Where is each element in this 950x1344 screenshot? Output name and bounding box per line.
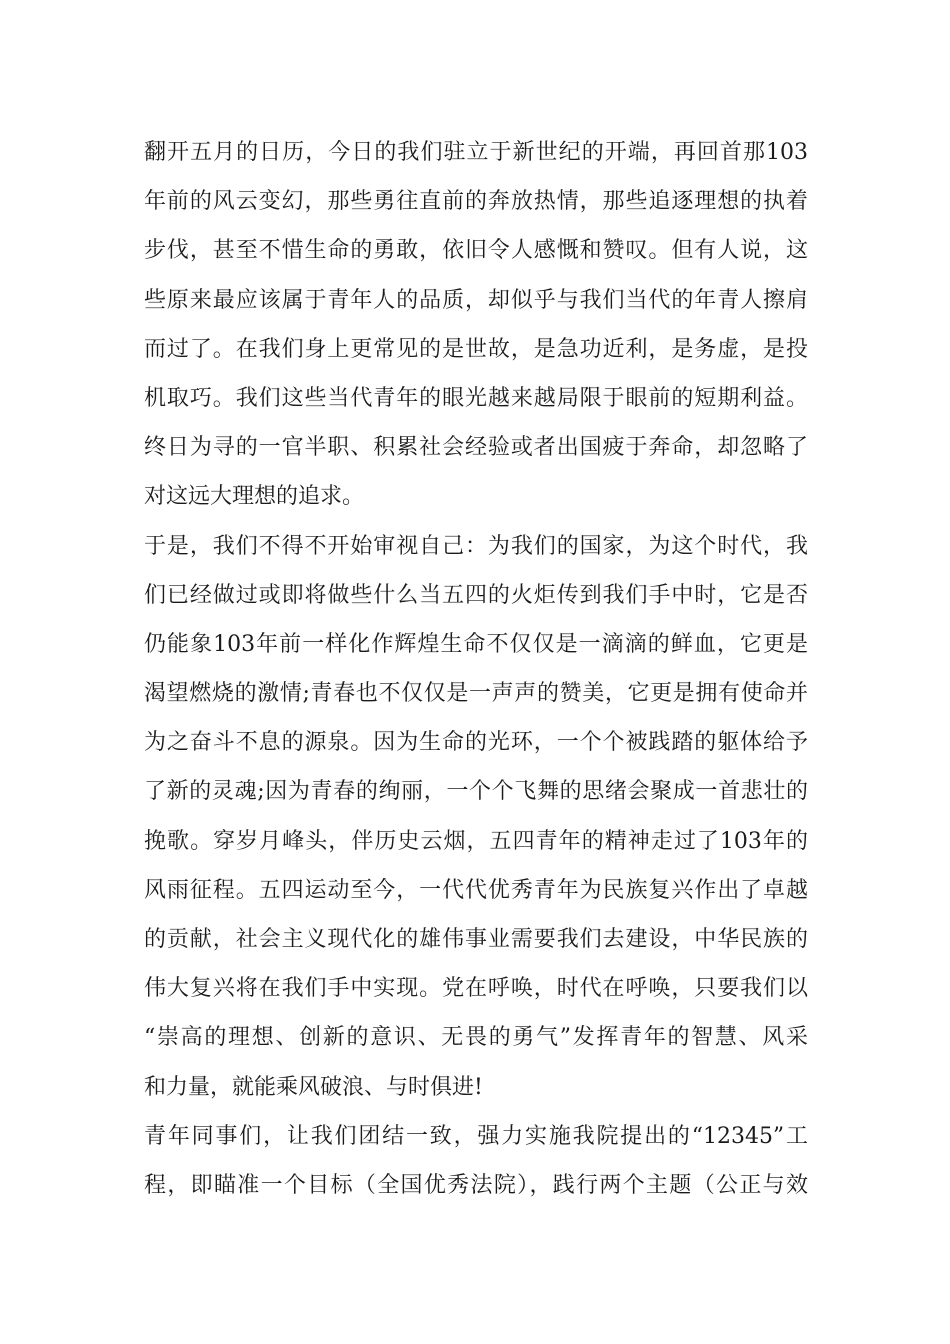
- text-line: 终日为寻的一官半职、积累社会经验或者出国疲于奔命，却忽略了: [144, 435, 808, 461]
- text-line: 和力量，就能乘风破浪、与时俱进!: [144, 1074, 483, 1100]
- text-line: 对这远大理想的追求。: [144, 484, 365, 510]
- text-line: 翻开五月的日历，今日的我们驻立于新世纪的开端，再回首那103: [144, 140, 808, 165]
- text-line: 了新的灵魂;因为青春的绚丽，一个个飞舞的思绪会聚成一首悲壮的: [144, 779, 808, 805]
- paragraph-3: [144, 1112, 808, 1210]
- text-line: 的贡献，社会主义现代化的雄伟事业需要我们去建设，中华民族的: [144, 927, 808, 952]
- document-body: [144, 128, 808, 1210]
- paragraph-2: [144, 522, 808, 1112]
- text-line: 青年同事们，让我们团结一致，强力实施我院提出的“12345”工: [144, 1123, 808, 1149]
- text-line: 伟大复兴将在我们手中实现。党在呼唤，时代在呼唤，只要我们以: [144, 976, 808, 1002]
- text-line: 年前的风云变幻，那些勇往直前的奔放热情，那些追逐理想的执着: [144, 189, 808, 215]
- text-line: 仍能象103年前一样化作辉煌生命不仅仅是一滴滴的鲜血，它更是: [144, 631, 808, 657]
- paragraph-1: [144, 128, 808, 522]
- text-line: 渴望燃烧的激情;青春也不仅仅是一声声的赞美，它更是拥有使命并: [144, 681, 808, 707]
- text-line: 挽歌。穿岁月峰头，伴历史云烟，五四青年的精神走过了103年的: [144, 828, 808, 854]
- text-line: 步伐，甚至不惜生命的勇敢，依旧令人感慨和赞叹。但有人说，这: [144, 238, 808, 264]
- text-line: 风雨征程。五四运动至今，一代代优秀青年为民族复兴作出了卓越: [144, 877, 808, 903]
- text-line: 机取巧。我们这些当代青年的眼光越来越局限于眼前的短期利益。: [144, 385, 808, 411]
- text-line: 程，即瞄准一个目标（全国优秀法院），践行两个主题（公正与效: [144, 1172, 808, 1198]
- text-line: 们已经做过或即将做些什么当五四的火炬传到我们手中时，它是否: [144, 582, 808, 608]
- text-line: 于是，我们不得不开始审视自己：为我们的国家，为这个时代，我: [144, 533, 808, 559]
- text-line: “崇高的理想、创新的意识、无畏的勇气”发挥青年的智慧、风采: [144, 1025, 808, 1051]
- text-line: 些原来最应该属于青年人的品质，却似乎与我们当代的年青人擦肩: [144, 287, 808, 313]
- text-line: 而过了。在我们身上更常见的是世故，是急功近利，是务虚，是投: [144, 336, 808, 362]
- text-line: 为之奋斗不息的源泉。因为生命的光环，一个个被践踏的躯体给予: [144, 730, 808, 756]
